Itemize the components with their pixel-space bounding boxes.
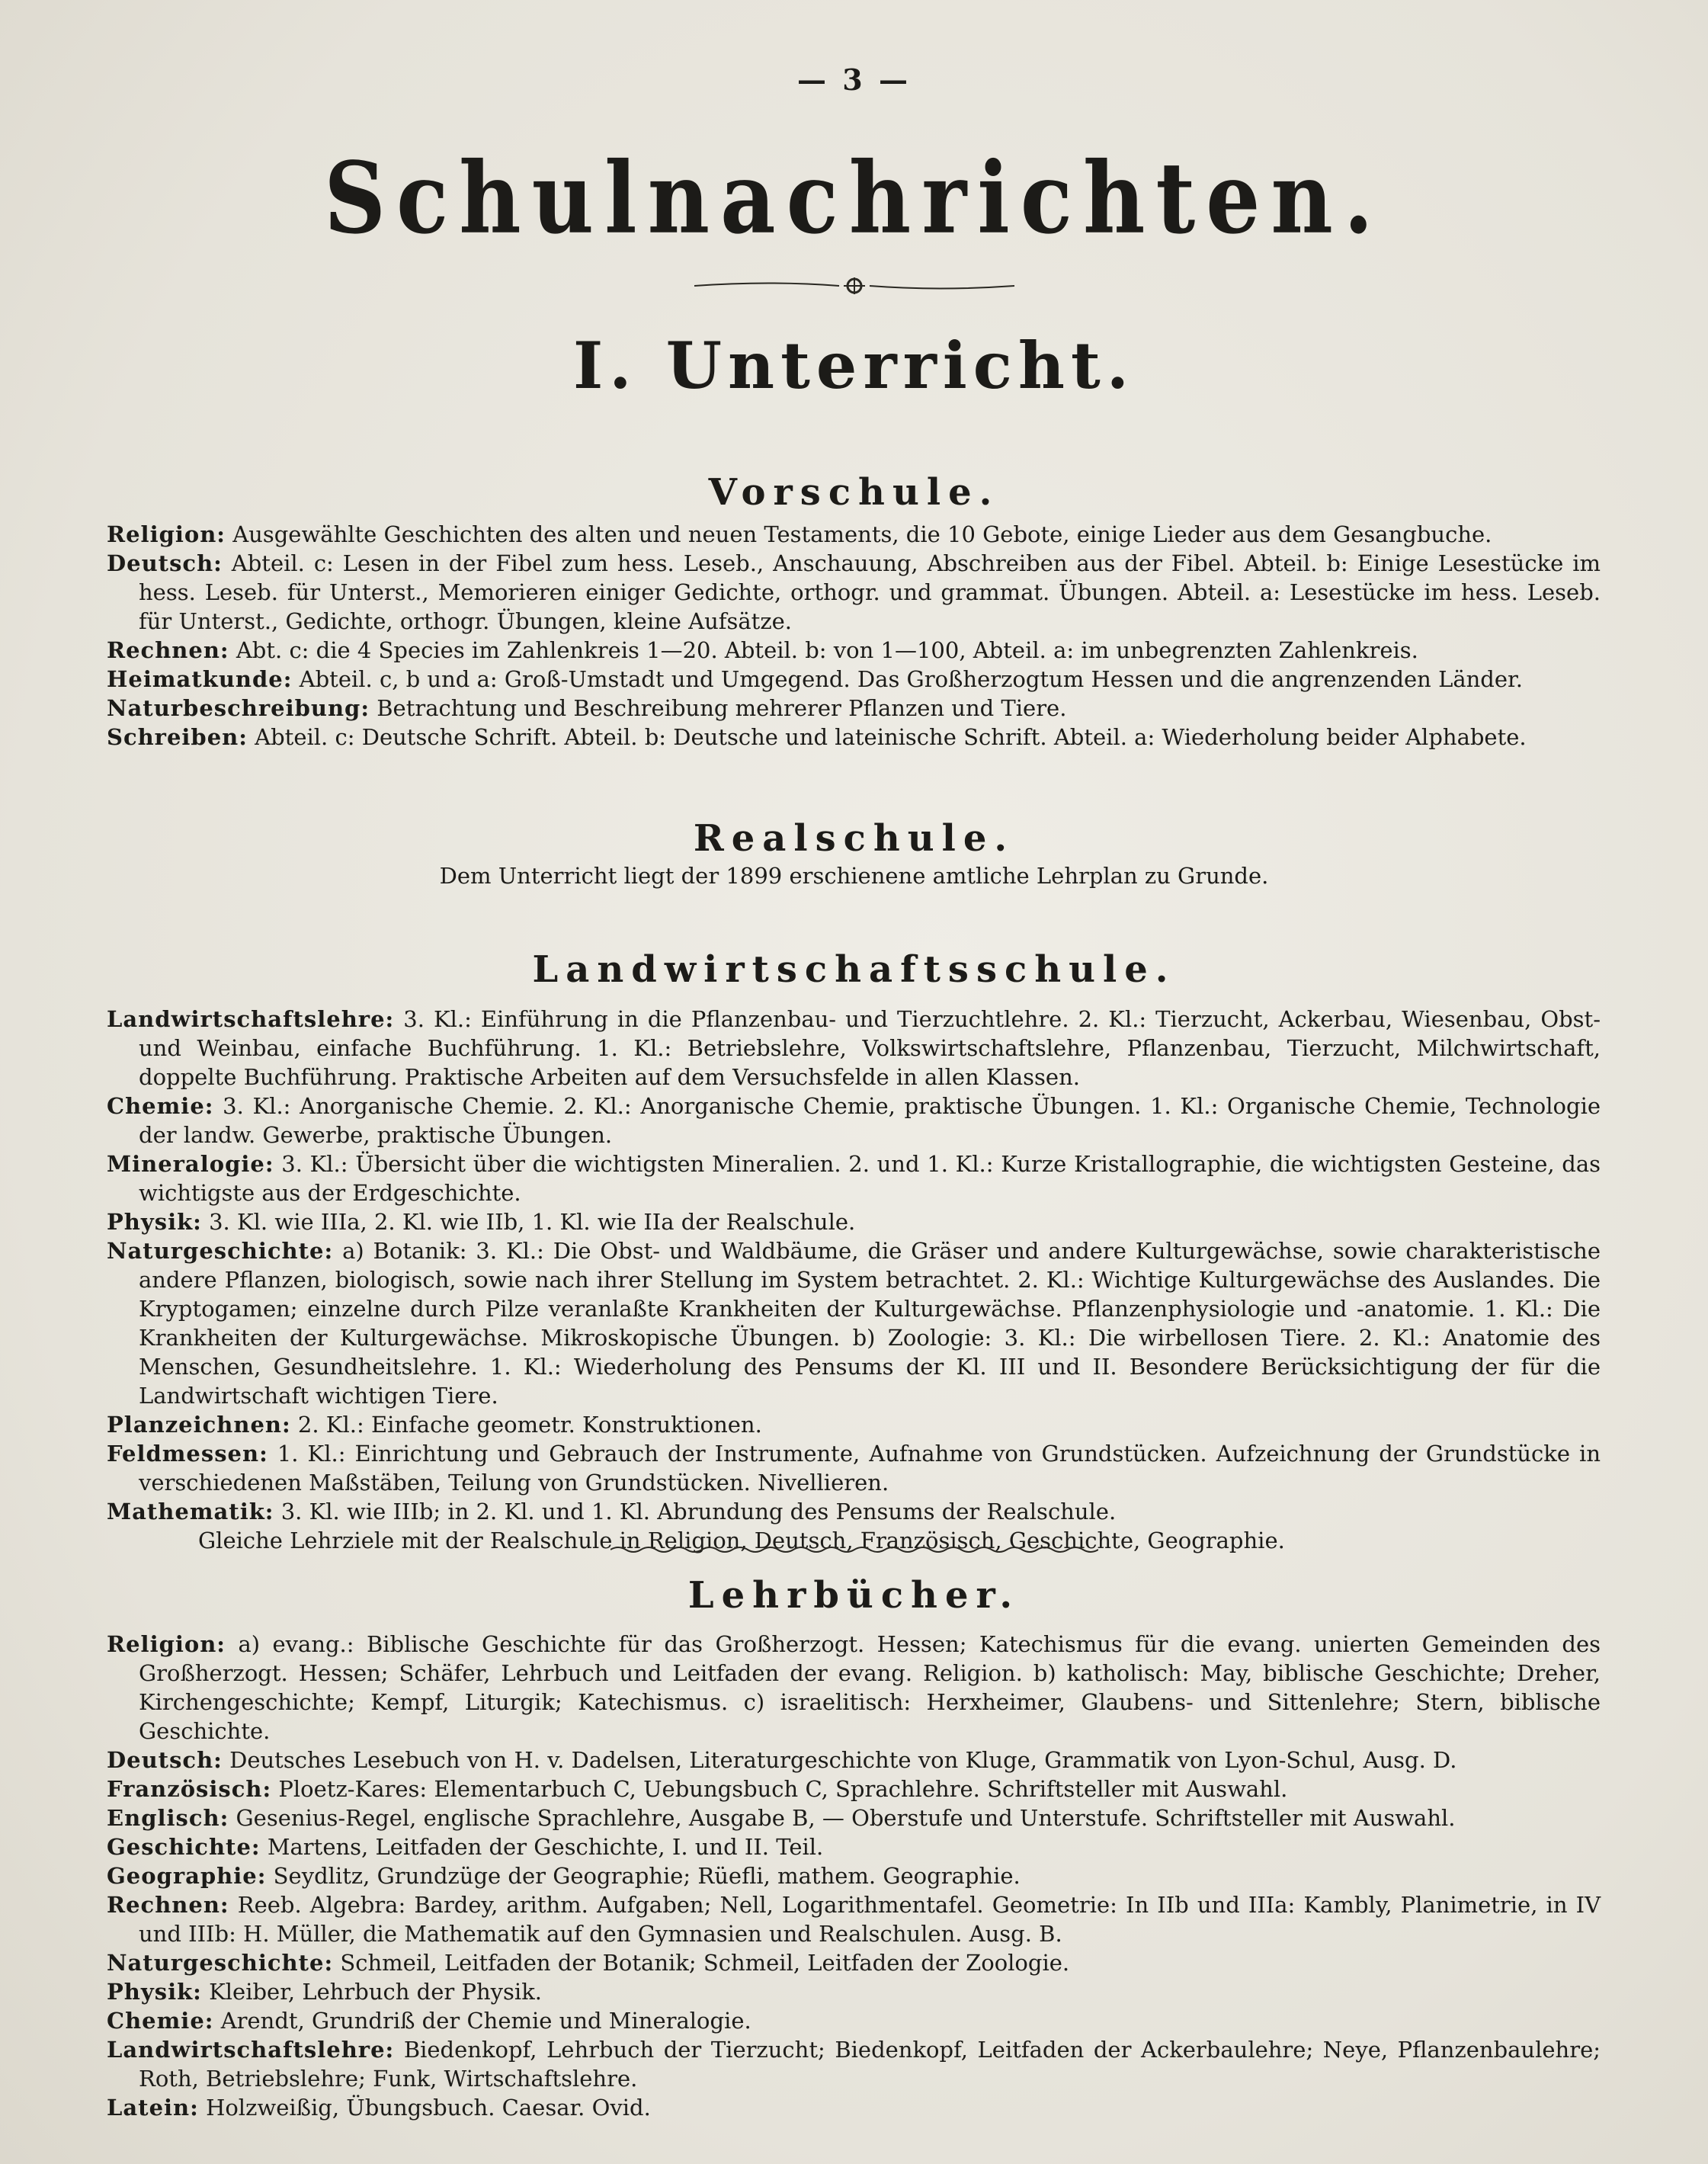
list-item	[107, 2006, 1601, 2035]
landwirtschaftsschule-list	[107, 1005, 1601, 1555]
entry-text: 3. Kl. wie IIIa, 2. Kl. wie IIb, 1. Kl. wie IIa der Realschule.	[209, 1209, 856, 1235]
entry-label: Physik:	[107, 1209, 202, 1235]
entry-text: Ausgewählte Geschichten des alten und neuen Testaments, die 10 Gebote, einige Lieder aus dem Gesangbuche.	[232, 521, 1492, 547]
entry-label: Deutsch:	[107, 1747, 223, 1773]
entry-text: Ploetz-Kares: Elementarbuch C, Uebungsbuch C, Sprachlehre. Schriftsteller mit Auswahl.	[278, 1776, 1288, 1802]
list-item	[107, 636, 1601, 665]
entry-text: a) Botanik: 3. Kl.: Die Obst- und Waldbäume, die Gräser und andere Kulturgewächse, sowie charakteristische andere Pflanzen, biologisch, sowie nach ihrer Stellung im System betrachtet. 2. Kl.: Wichtige Kulturgewächse des Auslandes. Die Kryptogamen; einzelne durch Pilze veranlaßte Krankheiten der Kulturgewächse. Pflanzenphysiologie und -anatomie. 1. Kl.: Die Krankheiten der Kulturgewächse. Mikroskopische Übungen. b) Zoologie: 3. Kl.: Die wirbellosen Tiere. 2. Kl.: Anatomie des Menschen, Gesundheitslehre. 1. Kl.: Wiederholung des Pensums der Kl. III und II. Besondere Berücksichtigung der für die Landwirtschaft wichtigen Tiere.	[139, 1238, 1601, 1409]
list-item	[107, 2093, 1601, 2122]
entry-label: Schreiben:	[107, 724, 248, 750]
list-item	[107, 694, 1601, 723]
entry-label: Chemie:	[107, 2008, 214, 2034]
list-item	[107, 1774, 1601, 1803]
list-item	[107, 1092, 1601, 1149]
entry-text: Abteil. c: Lesen in der Fibel zum hess. Leseb., Anschauung, Abschreiben aus der Fibel. Abteil. b: Einige Lesestücke im hess. Leseb. für Unterst., Memorieren einiger Gedichte, orthogr. und grammat. Übungen. Abteil. a: Lesestücke im hess. Leseb. für Unterst., Gedichte, orthogr. Übungen, kleine Aufsätze.	[139, 550, 1601, 634]
entry-label: Mineralogie:	[107, 1151, 274, 1177]
list-item	[107, 520, 1601, 549]
entry-label: Naturgeschichte:	[107, 1950, 334, 1976]
entry-label: Heimatkunde:	[107, 666, 293, 692]
entry-label: Landwirtschaftslehre:	[107, 2037, 395, 2063]
entry-label: Deutsch:	[107, 550, 223, 576]
entry-label: Geschichte:	[107, 1834, 261, 1860]
lehrbuecher-list	[107, 1630, 1601, 2122]
entry-text: 3. Kl.: Anorganische Chemie. 2. Kl.: Anorganische Chemie, praktische Übungen. 1. Kl.: Organische Chemie, Technologie der landw. Gewerbe, praktische Übungen.	[139, 1093, 1601, 1148]
entry-text: 3. Kl. wie IIIb; in 2. Kl. und 1. Kl. Abrundung des Pensums der Realschule.	[280, 1499, 1117, 1524]
entry-text: Reeb. Algebra: Bardey, arithm. Aufgaben; Nell, Logarithmentafel. Geometrie: In IIb und IIIa: Kambly, Planimetrie, in IV und IIIb: H. Müller, die Mathematik auf den Gymnasien und Realschulen. Ausg. B.	[139, 1892, 1601, 1947]
entry-label: Geographie:	[107, 1863, 267, 1889]
list-item	[107, 1497, 1601, 1526]
entry-text: Gesenius-Regel, englische Sprachlehre, Ausgabe B, — Oberstufe und Unterstufe. Schriftsteller mit Auswahl.	[236, 1805, 1456, 1831]
list-item	[107, 549, 1601, 636]
entry-label: Landwirtschaftslehre:	[107, 1006, 395, 1032]
entry-text: Schmeil, Leitfaden der Botanik; Schmeil, Leitfaden der Zoologie.	[340, 1950, 1070, 1976]
entry-text: Abteil. c: Deutsche Schrift. Abteil. b: Deutsche und lateinische Schrift. Abteil. a: Wiederholung beider Alphabete.	[255, 724, 1527, 750]
vorschule-list	[107, 520, 1601, 752]
entry-text: Kleiber, Lehrbuch der Physik.	[209, 1979, 542, 2005]
heading-landwirtschaftsschule: Landwirtschaftsschule.	[532, 948, 1176, 991]
ornament-divider	[0, 274, 1708, 300]
list-item	[107, 1832, 1601, 1861]
entry-label: Religion:	[107, 521, 226, 547]
landwirtschaftsschule-note: Gleiche Lehrziele mit der Realschule in Religion, Deutsch, Französisch, Geschichte, Geographie.	[198, 1528, 1285, 1553]
list-item	[107, 665, 1601, 694]
entry-label: Englisch:	[107, 1805, 229, 1831]
list-item	[107, 1948, 1601, 1977]
entry-label: Naturgeschichte:	[107, 1238, 334, 1264]
entry-label: Rechnen:	[107, 1892, 229, 1918]
entry-text: a) evang.: Biblische Geschichte für das Großherzogt. Hessen; Katechismus für die evang. unierten Gemeinden des Großherzogt. Hessen; Schäfer, Lehrbuch und Leitfaden der evang. Religion. b) katholisch: May, biblische Geschichte; Dreher, Kirchengeschichte; Kempf, Liturgik; Katechismus. c) israelitisch: Herxheimer, Glaubens- und Sittenlehre; Stern, biblische Geschichte.	[139, 1631, 1601, 1744]
entry-text: 1. Kl.: Einrichtung und Gebrauch der Instrumente, Aufnahme von Grundstücken. Aufzeichnung der Grundstücke in verschiedenen Maßstäben, Teilung von Grundstücken. Nivellieren.	[139, 1441, 1601, 1496]
list-item	[107, 1890, 1601, 1948]
entry-label: Religion:	[107, 1631, 226, 1657]
entry-text: Abteil. c, b und a: Groß-Umstadt und Umgegend. Das Großherzogtum Hessen und die angrenzenden Länder.	[299, 666, 1523, 692]
entry-text: Arendt, Grundriß der Chemie und Mineralogie.	[220, 2008, 751, 2034]
list-item	[107, 723, 1601, 752]
entry-text: Biedenkopf, Lehrbuch der Tierzucht; Biedenkopf, Leitfaden der Ackerbaulehre; Neye, Pflanzenbaulehre; Roth, Betriebslehre; Funk, Wirtschaftslehre.	[139, 2037, 1601, 2092]
entry-text: Betrachtung und Beschreibung mehrerer Pflanzen und Tiere.	[377, 695, 1067, 721]
entry-label: Planzeichnen:	[107, 1412, 291, 1438]
wavy-divider	[0, 1544, 1708, 1559]
list-item	[107, 1803, 1601, 1832]
entry-text: Holzweißig, Übungsbuch. Caesar. Ovid.	[206, 2095, 651, 2121]
entry-label: Rechnen:	[107, 637, 229, 663]
list-item	[107, 1410, 1601, 1439]
entry-text: Abt. c: die 4 Species im Zahlenkreis 1—20. Abteil. b: von 1—100, Abteil. a: im unbegrenzten Zahlenkreis.	[236, 637, 1418, 663]
entry-label: Mathematik:	[107, 1499, 274, 1524]
entry-text: Seydlitz, Grundzüge der Geographie; Rüefli, mathem. Geographie.	[273, 1863, 1021, 1889]
entry-text: 2. Kl.: Einfache geometr. Konstruktionen.	[297, 1412, 762, 1438]
list-item	[107, 1149, 1601, 1207]
entry-text: Deutsches Lesebuch von H. v. Dadelsen, Literaturgeschichte von Kluge, Grammatik von Lyon-Schul, Ausg. D.	[229, 1747, 1457, 1773]
heading-vorschule: Vorschule.	[708, 471, 1000, 514]
entry-label: Naturbeschreibung:	[107, 695, 370, 721]
entry-label: Latein:	[107, 2095, 199, 2121]
heading-lehrbuecher: Lehrbücher.	[687, 1574, 1021, 1617]
entry-label: Französisch:	[107, 1776, 272, 1802]
list-item	[107, 1439, 1601, 1497]
list-item	[107, 1977, 1601, 2006]
list-item	[107, 1861, 1601, 1890]
entry-label: Chemie:	[107, 1093, 214, 1119]
page-number: — 3 —	[797, 63, 911, 97]
list-item	[107, 1630, 1601, 1746]
entry-label: Feldmessen:	[107, 1441, 268, 1467]
list-item	[107, 2035, 1601, 2093]
list-item	[107, 1746, 1601, 1774]
page-title: Schulnachrichten.	[324, 141, 1384, 256]
heading-realschule: Realschule.	[693, 817, 1015, 860]
entry-label: Physik:	[107, 1979, 202, 2005]
list-item	[107, 1236, 1601, 1410]
realschule-note: Dem Unterricht liegt der 1899 erschienene amtliche Lehrplan zu Grunde.	[439, 863, 1269, 889]
section-heading: I. Unterricht.	[572, 328, 1136, 403]
entry-text: Martens, Leitfaden der Geschichte, I. und II. Teil.	[267, 1834, 824, 1860]
entry-text: 3. Kl.: Einführung in die Pflanzenbau- und Tierzuchtlehre. 2. Kl.: Tierzucht, Ackerbau, Wiesenbau, Obst- und Weinbau, einfache Buchführung. 1. Kl.: Betriebslehre, Volkswirtschaftslehre, Pflanzenbau, Tierzucht, Milchwirtschaft, doppelte Buchführung. Praktische Arbeiten auf dem Versuchsfelde in allen Klassen.	[139, 1006, 1601, 1090]
list-item	[107, 1005, 1601, 1092]
entry-text: 3. Kl.: Übersicht über die wichtigsten Mineralien. 2. und 1. Kl.: Kurze Kristallographie, die wichtigsten Gesteine, das wichtigste aus der Erdgeschichte.	[139, 1151, 1601, 1206]
list-item	[107, 1207, 1601, 1236]
